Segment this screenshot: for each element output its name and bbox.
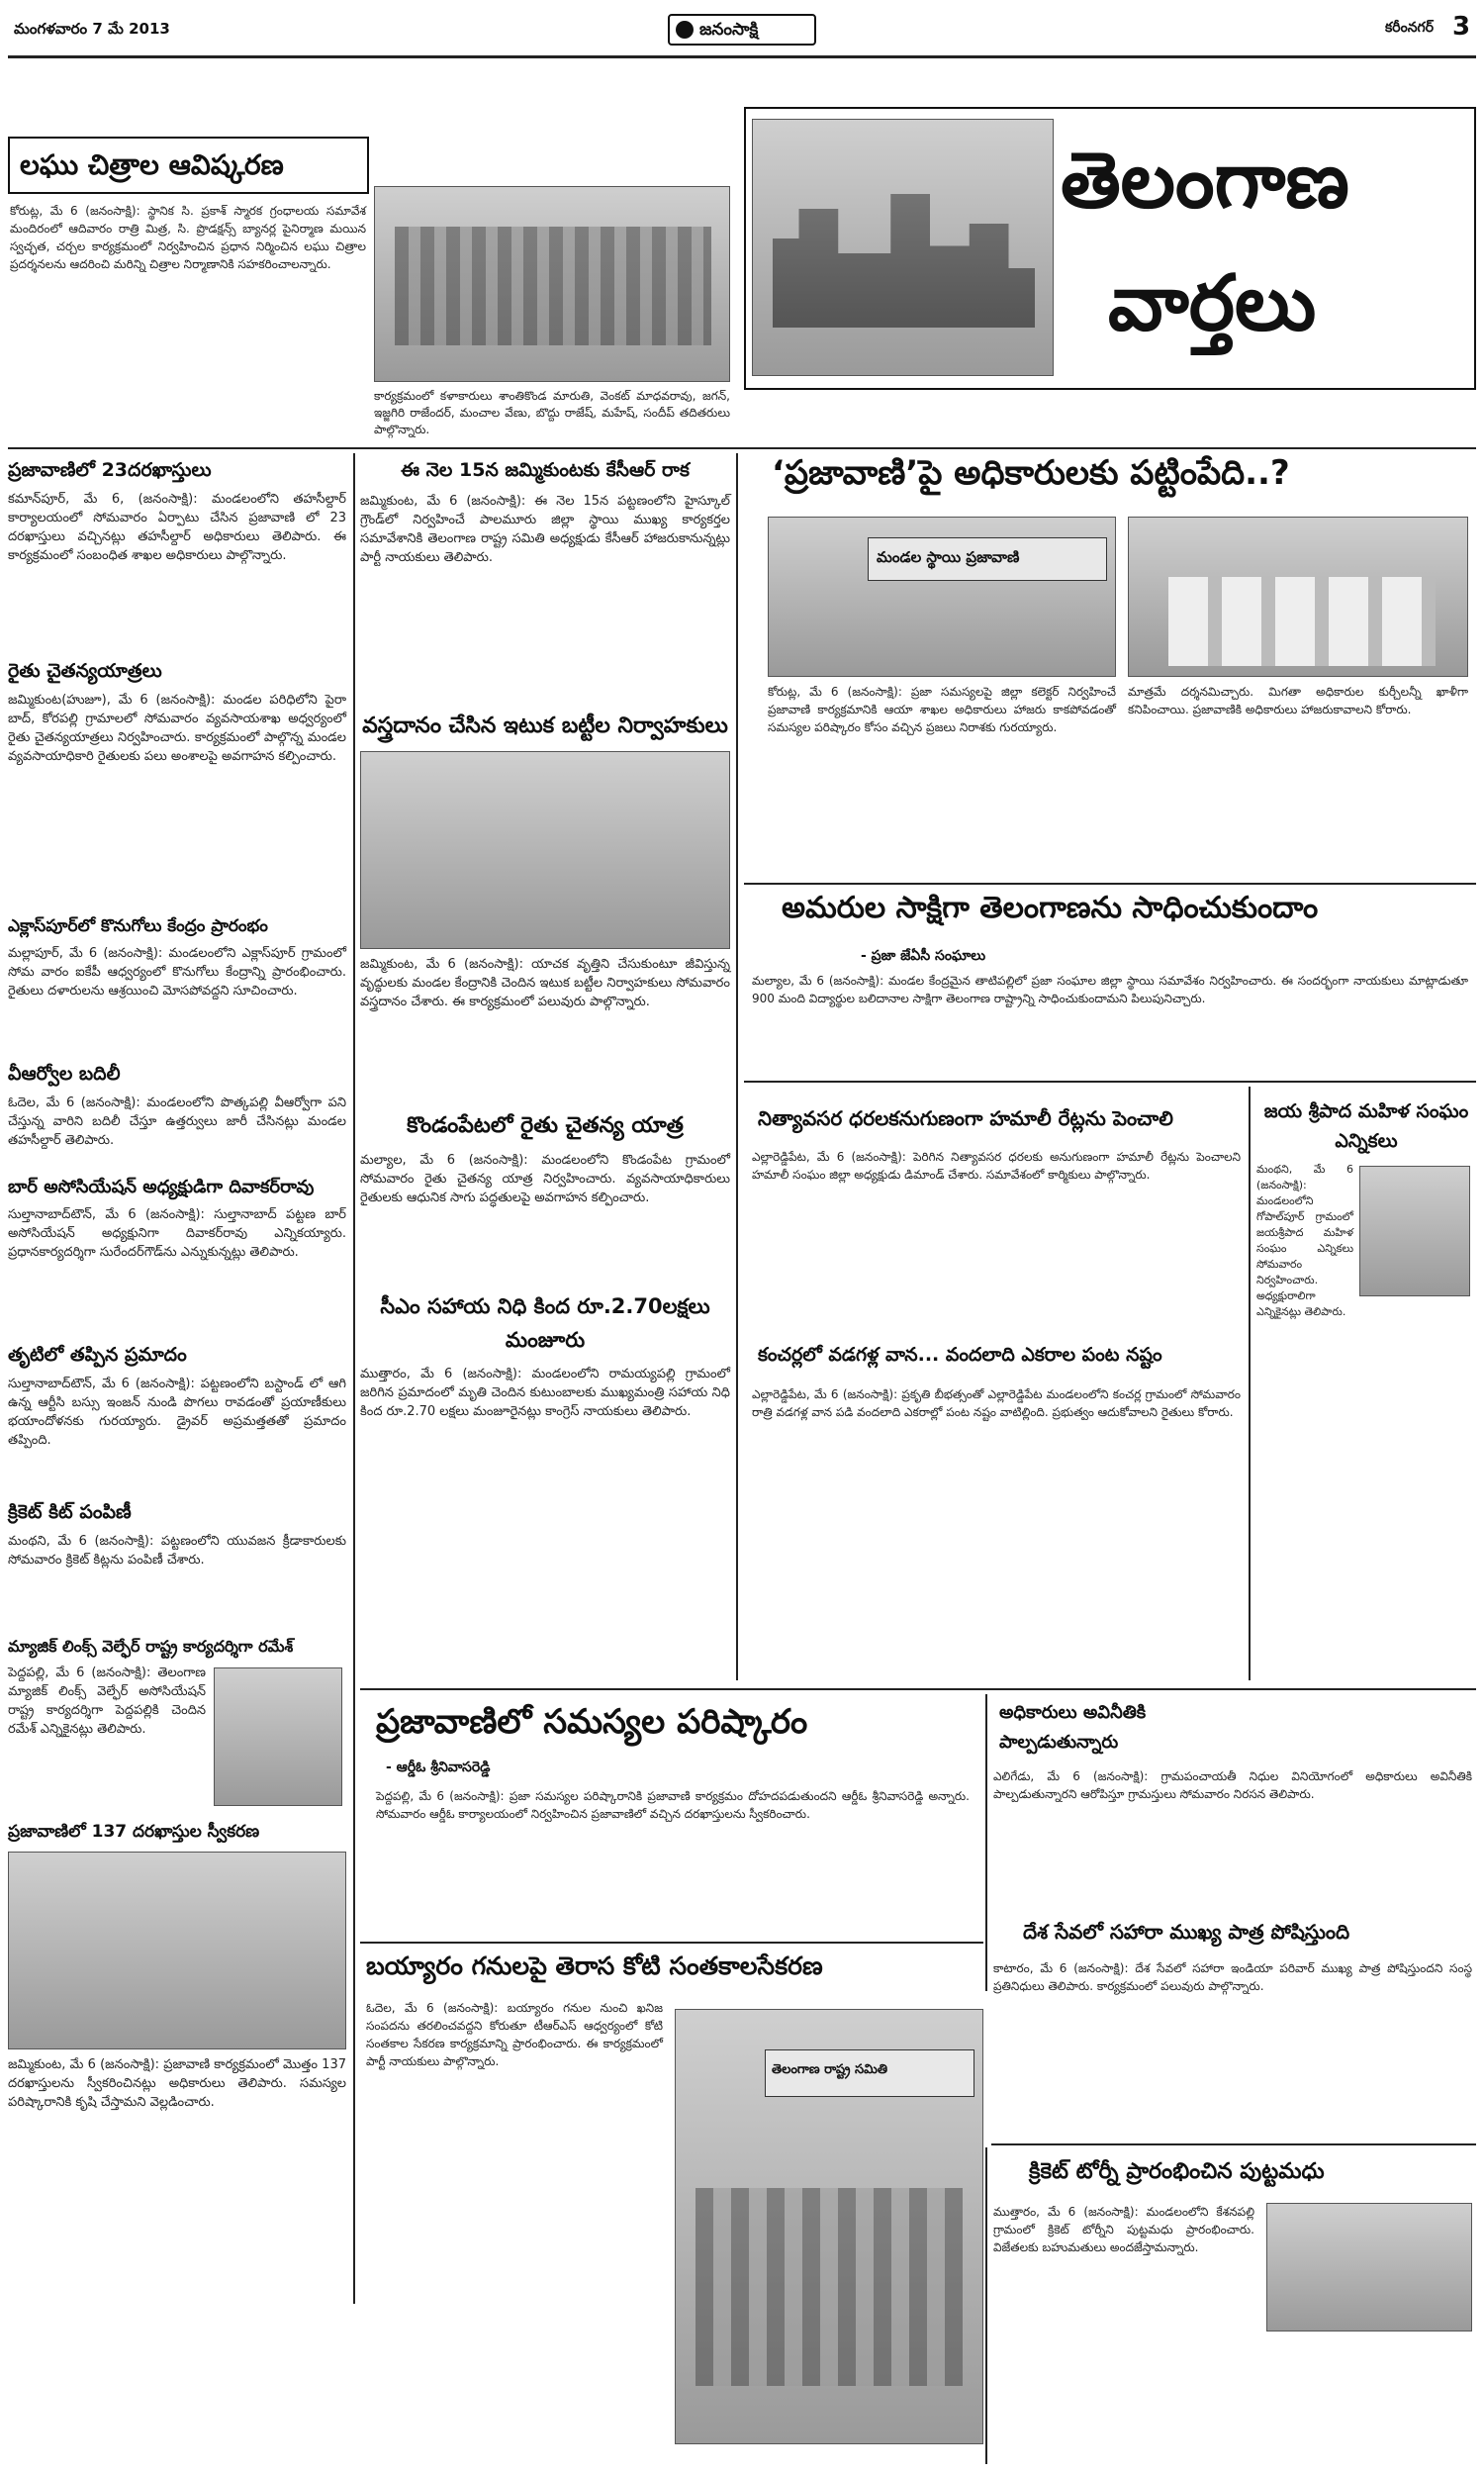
photo-banner-text: తెలంగాణ రాష్ట్ర సమితి xyxy=(772,2062,888,2077)
story-headline: ప్రజావాణిలో సమస్యల పరిష్కారం xyxy=(376,1702,808,1742)
paper-name: జనంసాక్షి xyxy=(699,20,759,40)
column-1 xyxy=(8,455,346,2464)
brief-body: సుల్తానాబాద్‌టౌన్, మే 6 (జనంసాక్షి): పట్టణంలోని బస్టాండ్ లో ఆగి ఉన్న ఆర్టీసి బస్సు ఇంజన్ నుండి పొగలు రావడంతో ప్రయాణీకులు భయాందోళనకు గురయ్యారు. డ్రైవర్ అప్రమత్తతతో ప్రమాదం తప్పింది. xyxy=(8,1377,346,1448)
story-body: కాటారం, మే 6 (జనంసాక్షి): దేశ సేవలో సహారా ఇండియా పరివార్ ముఖ్య పాత్ర పోషిస్తుందని సంస్థ ప్రతినిధులు తెలిపారు. కార్యక్రమంలో పలువురు పాల్గొన్నారు. xyxy=(993,1961,1472,1993)
story-body: పెద్దపల్లి, మే 6 (జనంసాక్షి): ప్రజా సమస్యల పరిష్కారానికి ప్రజావాణి కార్యక్రమం దోహదపడుతుందని ఆర్డీఓ శ్రీనివాసరెడ్డి అన్నారు. సోమవారం ఆర్డీఓ కార్యాలయంలో నిర్వహించిన ప్రజావాణిలో వచ్చిన దరఖాస్తులను స్వీకరించారు. xyxy=(376,1789,970,1821)
brief-headline: మ్యాజిక్ లింక్స్ వెల్ఫేర్ రాష్ట్ర కార్యదర్శిగా రమేశ్ xyxy=(8,1637,294,1656)
brief-body: మల్యాల, మే 6 (జనంసాక్షి): మండలంలోని కొండంపేట గ్రామంలో సోమవారం రైతు చైతన్య యాత్ర నిర్వహించారు. వ్యవసాయాధికారులు రైతులకు ఆధునిక సాగు పద్ధతులపై అవగాహన కల్పించారు. xyxy=(360,1153,730,1205)
brief-body: సుల్తానాబాద్‌టౌన్, మే 6 (జనంసాక్షి): సుల్తానాబాద్ పట్టణ బార్ అసోసియేషన్ అధ్యక్షునిగా దివాకర్‌రావు ఎన్నికయ్యారు. ప్రధానకార్యదర్శిగా సురేందర్‌గౌడ్‌ను ఎన్నుకున్నట్లు తెలిపారు. xyxy=(8,1207,346,1260)
sidebar-story xyxy=(1256,1089,1476,1682)
brief-with-photo xyxy=(8,1664,346,1812)
section-rule xyxy=(991,2143,1476,2145)
column-divider xyxy=(985,2147,987,2464)
story-photo xyxy=(1128,517,1468,677)
story-body: కోరుట్ల, మే 6 (జనంసాక్షి): స్థానిక సి. ప్రకాశ్ స్మారక గ్రంధాలయ సమావేశ మందిరంలో ఆదివారం రాత్రి మిత్ర, సి. ప్రొడక్షన్స్ బ్యానర్ల పైనిర్మాణ మయిన స్వచ్ఛత, చర్చల కార్యక్రమంలో నిర్వహించిన ప్రధాన నిర్మించిన లఘు చిత్రాల ప్రదర్శనలను ఆదరించి మరిన్ని చిత్రాల నిర్మాణానికి సహకరించాలన్నారు. xyxy=(10,204,366,271)
edition-name: కరీంనగర్ xyxy=(1385,20,1434,36)
section-rule xyxy=(360,1688,1476,1690)
photo-banner-strip xyxy=(765,2049,974,2097)
brief-headline: ప్రజావాణిలో 137 దరఖాస్తుల స్వీకరణ xyxy=(8,1822,260,1842)
banner-frame xyxy=(744,107,1476,390)
story-photo xyxy=(374,186,730,382)
story-body: ఎలిగేడు, మే 6 (జనంసాక్షి): గ్రామపంచాయతీ నిధుల వినియోగంలో అధికారులు అవినీతికి పాల్పడుతున్నారని ఆరోపిస్తూ గ్రామస్తులు సోమవారం నిరసన తెలిపారు. xyxy=(993,1769,1472,1801)
brief-body: ఓదెల, మే 6 (జనంసాక్షి): మండలంలోని పొత్కపల్లి వీఆర్వోగా పని చేస్తున్న వారిని బదిలీ చేస్తూ ఉత్తర్వులు జారీ చేసినట్లు మండల తహసీల్దార్ తెలిపారు. xyxy=(8,1095,346,1148)
brief-headline: ఎక్లాస్‌పూర్‌లో కొనుగోలు కేంద్రం ప్రారంభం xyxy=(8,916,268,936)
masthead-rule xyxy=(8,55,1476,58)
story-byline: - ఆర్డీఓ శ్రీనివాసరెడ్డి xyxy=(386,1760,491,1775)
brief-headline: కొండంపేటలో రైతు చైతన్య యాత్ర xyxy=(407,1113,684,1138)
story-headline: అమరుల సాక్షిగా తెలంగాణను సాధించుకుందాం xyxy=(782,891,1319,925)
brief-headline: ఈ నెల 15న జమ్మికుంటకు కేసీఆర్ రాక xyxy=(401,459,690,481)
section-rule xyxy=(8,447,1476,449)
masthead xyxy=(0,0,1484,61)
story-headline: అధికారులు అవినీతికి పాల్పడుతున్నారు xyxy=(999,1702,1147,1753)
paper-logo xyxy=(668,14,816,46)
brief-body: మంథని, మే 6 (జనంసాక్షి): పట్టణంలోని యువజన క్రీడాకారులకు సోమవారం క్రికెట్ కిట్లను పంపిణీ చేశారు. xyxy=(8,1534,346,1568)
column-divider xyxy=(736,453,738,1680)
brief-headline: సీఎం సహాయ నిధి కింద రూ.2.70లక్షలు మంజూరు xyxy=(380,1294,710,1352)
empty-chairs xyxy=(1168,577,1436,666)
page-number: 3 xyxy=(1452,12,1471,42)
story-headline: ‘ప్రజావాణి’పై అధికారులకు పట్టింపేది..? xyxy=(772,453,1290,493)
story-photo xyxy=(1266,2203,1472,2331)
brief-headline: రైతు చైతన్యయాత్రలు xyxy=(8,660,162,682)
photo-banner-strip xyxy=(868,537,1107,581)
brief-headline: బార్ అసోసియేషన్ అధ్యక్షుడిగా దివాకర్‌రావు xyxy=(8,1177,315,1197)
section-rule xyxy=(744,883,1476,885)
photo-banner-text: మండల స్థాయి ప్రజావాణి xyxy=(877,548,1020,566)
brief-body: జమ్మికుంట, మే 6 (జనంసాక్షి): ఈ నెల 15న పట్టణంలోని హైస్కూల్ గ్రౌండ్‌లో నిర్వహించే పాలమూరు జిల్లా స్థాయి ముఖ్య కార్యకర్తల సమావేశానికి తెలంగాణ రాష్ట్ర సమితి అధ్యక్షుడు కేసీఆర్ హాజరుకానున్నట్లు పార్టీ నాయకులు తెలిపారు. xyxy=(360,494,730,565)
brief-body: పెద్దపల్లి, మే 6 (జనంసాక్షి): తెలంగాణ మ్యాజిక్ లింక్స్ వెల్ఫేర్ అసోసియేషన్ రాష్ట్ర కార్యదర్శిగా పెద్దపల్లికి చెందిన రమేశ్ ఎన్నికైనట్లు తెలిపారు. xyxy=(8,1665,206,1737)
story-headline: బయ్యారం గనులపై తెరాస కోటి సంతకాలసేకరణ xyxy=(366,1951,823,1980)
story-body: మాత్రమే దర్శనమిచ్చారు. మిగతా అధికారుల కుర్చీలన్నీ ఖాళీగా కనిపించాయి. ప్రజావాణికి అధికారులు హాజరుకావాలని కోరారు. xyxy=(1128,685,1468,716)
brief-body: జమ్మికుంట, మే 6 (జనంసాక్షి): యాచక వృత్తిని చేసుకుంటూ జీవిస్తున్న వృద్ధులకు మండల కేంద్రానికి చెందిన ఇటుక బట్టీల నిర్వాహకులు సోమవారం వస్త్రదానం చేశారు. ఈ కార్యక్రమంలో పలువురు పాల్గొన్నారు. xyxy=(360,957,730,1009)
photo-people xyxy=(696,2188,963,2386)
brief-photo xyxy=(360,751,730,949)
story-body: ముత్తారం, మే 6 (జనంసాక్షి): మండలంలోని కేశనపల్లి గ్రామంలో క్రికెట్ టోర్నీని పుట్టమధు ప్రారంభించారు. విజేతలకు బహుమతులు అందజేస్తామన్నారు. xyxy=(993,2205,1254,2254)
photo-people xyxy=(395,227,711,345)
column-divider xyxy=(1249,1087,1251,1680)
story-with-photo xyxy=(1256,1162,1476,1318)
column-2 xyxy=(360,455,730,1677)
logo-emblem-icon xyxy=(676,21,694,39)
brief-body: మల్లాపూర్, మే 6 (జనంసాక్షి): మండలంలోని ఎక్లాస్‌పూర్ గ్రామంలో సోమ వారం ఐకేపీ ఆధ్వర్యంలో కొనుగోలు కేంద్రాన్ని ప్రారంభించారు. రైతులు దళారులను ఆశ్రయించి మోసపోవద్దని సూచించారు. xyxy=(8,946,346,999)
story-body: ఎల్లారెడ్డిపేట, మే 6 (జనంసాక్షి): ప్రకృతి బీభత్సంతో ఎల్లారెడ్డిపేట మండలంలోని కంచర్ల గ్రామంలో సోమవారం రాత్రి వడగళ్ల వాన పడి వందలాది ఎకరాల్లో పంట నష్టం వాటిల్లింది. ప్రభుత్వం ఆదుకోవాలని రైతులు కోరారు. xyxy=(752,1387,1241,1419)
brief-body: జమ్మికుంట, మే 6 (జనంసాక్షి): ప్రజావాణి కార్యక్రమంలో మొత్తం 137 దరఖాస్తులను స్వీకరించినట్లు అధికారులు తెలిపారు. సమస్యల పరిష్కారానికి కృషి చేస్తామని వెల్లడించారు. xyxy=(8,2057,346,2110)
story-body: ఓదెల, మే 6 (జనంసాక్షి): బయ్యారం గనుల నుంచి ఖనిజ సంపదను తరలించవద్దని కోరుతూ టీఆర్‌ఎస్ ఆధ్వర్యంలో కోటి సంతకాల సేకరణ కార్యక్రమాన్ని ప్రారంభించారు. ఈ కార్యక్రమంలో పార్టీ నాయకులు పాల్గొన్నారు. xyxy=(366,2001,663,2068)
story-body: ఎల్లారెడ్డిపేట, మే 6 (జనంసాక్షి): పెరిగిన నిత్యావసర ధరలకు అనుగుణంగా హమాలీ రేట్లను పెంచాలని హమాలీ సంఘం జిల్లా అధ్యక్షుడు డిమాండ్ చేశారు. సమావేశంలో కార్మికులు పాల్గొన్నారు. xyxy=(752,1150,1241,1182)
photo-caption: కార్యక్రమంలో కళాకారులు శాంతికొండ మారుతి, వెంకట్ మాధవరావు, జగన్, ఇజ్జగిరి రాజేందర్, మంచాల వేణు, బొద్దు రాజేష్, మహేష్, సందీప్ తదితరులు పాల్గొన్నారు. xyxy=(374,389,730,436)
story-headline: లఘు చిత్రాల ఆవిష్కరణ xyxy=(20,148,284,181)
brief-headline: తృటిలో తప్పిన ప్రమాదం xyxy=(8,1344,187,1366)
story-byline: - ప్రజా జేఏసీ సంఘాలు xyxy=(861,948,986,964)
story-body: మంథని, మే 6 (జనంసాక్షి): మండలంలోని గోపాల్‌పూర్ గ్రామంలో జయశ్రీపాద మహిళ సంఘం ఎన్నికలు సోమవారం నిర్వహించారు. అధ్యక్షురాలిగా ఎన్నికైనట్లు తెలిపారు. xyxy=(1256,1163,1353,1318)
banner-line-1: తెలంగాణ xyxy=(1061,137,1349,226)
brief-body: కమాన్‌పూర్, మే 6, (జనంసాక్షి): మండలంలోని తహసీల్దార్ కార్యాలయంలో సోమవారం ఏర్పాటు చేసిన ప్రజావాణి లో 23 దరఖాస్తులు వచ్చినట్లు తహసీల్దార్ అధికారులు తెలిపారు. ఈ కార్యక్రమంలో సంబంధిత శాఖల అధికారులు పాల్గొన్నారు. xyxy=(8,492,346,563)
brief-headline: క్రికెట్ కిట్ పంపిణీ xyxy=(8,1501,132,1523)
story-headline: కంచర్లలో వడగళ్ల వాన... వందలాది ఎకరాల పంట నష్టం xyxy=(758,1344,1162,1366)
column-divider xyxy=(985,1694,987,1991)
story-photo xyxy=(768,517,1116,677)
portrait-photo xyxy=(1359,1166,1470,1296)
story-photo xyxy=(675,2009,983,2444)
section-rule xyxy=(744,1081,1476,1083)
brief-photo xyxy=(8,1852,346,2049)
brief-headline: వస్త్రదానం చేసిన ఇటుక బట్టీల నిర్వాహకులు xyxy=(362,714,728,738)
story-headline-box xyxy=(8,137,369,194)
portrait-photo xyxy=(214,1667,342,1806)
brief-headline: వీఆర్వోల బదిలీ xyxy=(8,1063,121,1085)
brief-headline: ప్రజావాణిలో 23దరఖాస్తులు xyxy=(8,459,212,481)
story-headline: జయ శ్రీపాద మహిళ సంఘం ఎన్నికలు xyxy=(1263,1100,1469,1152)
story-body: కోరుట్ల, మే 6 (జనంసాక్షి): ప్రజా సమస్యలపై జిల్లా కలెక్టర్ నిర్వహించే ప్రజావాణి కార్యక్రమానికి ఆయా శాఖల అధికారులు హాజరు కాకపోవడంతో సమస్యల పరిష్కారం కోసం వచ్చిన ప్రజలు నిరాశకు గురయ్యారు. xyxy=(768,685,1116,734)
brief-body: ముత్తారం, మే 6 (జనంసాక్షి): మండలంలోని రామయ్యపల్లి గ్రామంలో జరిగిన ప్రమాదంలో మృతి చెందిన కుటుంబాలకు ముఖ్యమంత్రి సహాయ నిధి కింద రూ.2.70 లక్షలు మంజూరైనట్లు కాంగ్రెస్ నాయకులు తెలిపారు. xyxy=(360,1367,730,1419)
story-body: మల్యాల, మే 6 (జనంసాక్షి): మండల కేంద్రమైన తాటిపల్లిలో ప్రజా సంఘాల జిల్లా స్థాయి సమావేశం నిర్వహించారు. ఈ సందర్భంగా నాయకులు మాట్లాడుతూ 900 మంది విద్యార్థుల బలిదానాల సాక్షిగా తెలంగాణ రాష్ట్రాన్ని సాధించుకుందామని పిలుపునిచ్చారు. xyxy=(752,974,1468,1005)
column-divider xyxy=(353,453,355,2304)
section-rule xyxy=(360,1942,983,1944)
story-headline: క్రికెట్ టోర్నీ ప్రారంభించిన పుట్టమధు xyxy=(1029,2159,1325,2184)
story-headline: దేశ సేవలో సహారా ముఖ్య పాత్ర పోషిస్తుంది xyxy=(1023,1920,1350,1944)
story-headline: నిత్యావసర ధరలకనుగుణంగా హమాలీ రేట్లను పెంచాలి xyxy=(758,1106,1173,1130)
issue-date: మంగళవారం 7 మే 2013 xyxy=(14,20,170,38)
brief-body: జమ్మికుంట(హుజూ), మే 6 (జనంసాక్షి): మండల పరిధిలోని పైరా బాద్, కోరపల్లి గ్రామాలలో సోమవారం వ్యవసాయశాఖ అధ్వర్యంలో రైతు చైతన్యయాత్రలు నిర్వహించారు. కార్యక్రమంలో పాల్గొన్న మండల వ్యవసాయాధికారి రైతులకు పలు అంశాలపై అవగాహన కల్పించారు. xyxy=(8,693,346,764)
banner-line-2: వార్తలు xyxy=(1108,259,1317,348)
